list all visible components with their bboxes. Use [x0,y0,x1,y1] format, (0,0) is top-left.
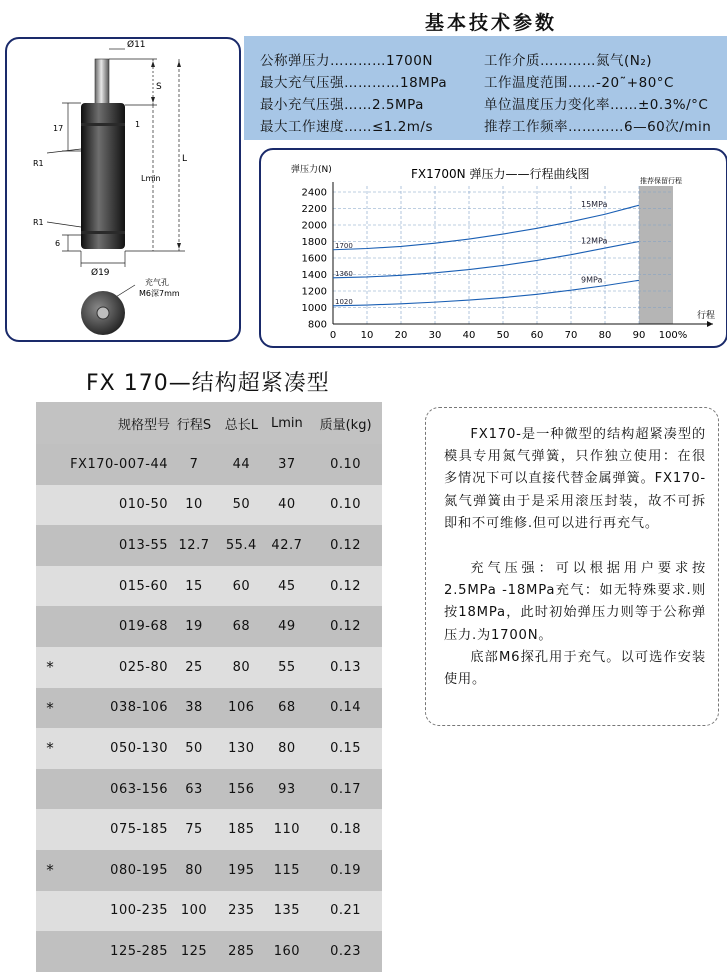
dim-17: 17 [53,124,64,133]
chart-series-name: 12MPa [581,236,608,246]
row-mass: 0.12 [309,606,382,647]
row-star-mark: * [36,728,64,769]
chart-y-tick-label: 1000 [301,303,327,314]
header-blank [36,402,64,444]
dim-r1-bottom: R1 [33,218,44,227]
chart-y-tick-label: 1200 [301,286,327,298]
row-lmin: 135 [265,891,310,932]
series-title: FX 170—结构超紧凑型 [86,371,330,396]
table-row [36,850,382,891]
chart-x-tick-label: 30 [428,330,442,341]
chart-series-name: 9MPa [581,275,603,285]
row-l: 55.4 [218,525,265,566]
row-l: 285 [218,931,265,972]
row-l: 156 [218,769,265,810]
row-star-mark [36,769,64,810]
row-l: 195 [218,850,265,891]
port-label-name: 充气孔 [145,278,169,287]
dim-length: L [182,154,188,164]
row-mass: 0.21 [309,891,382,932]
table-header-row [36,402,382,444]
table-row [36,606,382,647]
chart-x-tick-label: 100% [658,330,688,341]
chart-ylabel: 弹压力(N) [291,165,332,175]
row-lmin: 160 [265,931,310,972]
chart-panel [259,148,727,348]
table-row [36,525,382,566]
chart-y-tick-label: 2200 [301,204,327,215]
row-lmin: 45 [265,566,310,607]
row-s: 125 [170,931,218,972]
header-lmin: Lmin [265,402,310,444]
drawing-panel [5,37,241,342]
chart-y-tick-label: 2400 [301,187,327,199]
row-model: 125-285 [64,931,170,972]
row-l: 68 [218,606,265,647]
row-lmin: 42.7 [265,525,310,566]
chart-x-tick-label: 60 [530,330,544,341]
chart-zone-label: 推荐保留行程 [640,177,682,185]
row-mass: 0.12 [309,525,382,566]
row-mass: 0.10 [309,444,382,485]
row-s: 10 [170,485,218,526]
row-star-mark [36,809,64,850]
row-l: 235 [218,891,265,932]
row-mass: 0.19 [309,850,382,891]
row-lmin: 115 [265,850,310,891]
spec-max-speed: 最大工作速度……≤1.2m/s [260,119,434,135]
dim-lmin: Lmin [141,174,161,183]
spec-nominal-force: 公称弹压力…………1700N [260,53,433,69]
table-row [36,809,382,850]
row-lmin: 49 [265,606,310,647]
row-lmin: 110 [265,809,310,850]
row-star-mark [36,444,64,485]
row-star-mark: * [36,850,64,891]
chart-y-tick-label: 800 [307,319,327,331]
chart-title: FX1700N 弹压力——行程曲线图 [411,167,590,181]
spec-panel [244,36,727,140]
row-l: 60 [218,566,265,607]
row-star-mark: * [36,647,64,688]
row-lmin: 55 [265,647,310,688]
row-model: 015-60 [64,566,170,607]
row-lmin: 93 [265,769,310,810]
row-model: 100-235 [64,891,170,932]
row-mass: 0.17 [309,769,382,810]
row-s: 12.7 [170,525,218,566]
row-s: 75 [170,809,218,850]
header-mass: 质量(kg) [309,402,382,444]
description-port: 底部M6探孔用于充气。以可选作安装使用。 [444,650,706,688]
row-mass: 0.10 [309,485,382,526]
description-pressure: 充气压强：可以根据用户要求按2.5MPa -18MPa充气：如无特殊要求.则按18MPa，此时初始弹压力则等于公称弹压力.为1700N。 [444,561,706,643]
row-lmin: 68 [265,688,310,729]
row-s: 19 [170,606,218,647]
header-stroke: 行程S [170,402,218,444]
spec-frequency: 推荐工作频率…………6—60次/min [484,119,712,135]
dim-stroke: S [156,82,162,92]
chart-series-name: 15MPa [581,200,608,210]
chart-x-tick-label: 20 [394,330,408,341]
row-star-mark [36,891,64,932]
table-row [36,891,382,932]
table-row [36,444,382,485]
row-mass: 0.15 [309,728,382,769]
row-mass: 0.18 [309,809,382,850]
dim-1: 1 [135,120,141,129]
row-lmin: 80 [265,728,310,769]
row-model: 063-156 [64,769,170,810]
chart-series-start-label: 1020 [335,297,353,306]
row-mass: 0.12 [309,566,382,607]
table-row [36,566,382,607]
row-s: 50 [170,728,218,769]
chart-x-tick-label: 80 [598,330,612,341]
row-model: 075-185 [64,809,170,850]
row-l: 50 [218,485,265,526]
row-s: 63 [170,769,218,810]
row-model: FX170-007-44 [64,444,170,485]
spec-max-pressure: 最大充气压强…………18MPa [260,75,448,91]
description-box [425,407,719,726]
row-star-mark [36,931,64,972]
row-model: 038-106 [64,688,170,729]
chart-x-tick-label: 10 [360,330,374,341]
row-model: 080-195 [64,850,170,891]
row-model: 050-130 [64,728,170,769]
dim-rod-diameter: Ø11 [127,40,146,50]
spec-medium: 工作介质…………氮气(N₂) [484,53,653,69]
row-model: 010-50 [64,485,170,526]
chart-x-tick-label: 50 [496,330,510,341]
table-row [36,485,382,526]
force-stroke-chart [261,150,726,346]
table-row [36,647,382,688]
dim-6: 6 [55,239,61,248]
row-mass: 0.14 [309,688,382,729]
row-model: 025-80 [64,647,170,688]
spec-title: 基本技术参数 [425,12,558,34]
chart-xlabel: 行程 [697,311,716,321]
table-row [36,728,382,769]
table-row [36,931,382,972]
chart-y-tick-label: 2000 [301,220,327,232]
row-l: 80 [218,647,265,688]
chart-x-tick-label: 90 [632,330,646,341]
spec-temp-range: 工作温度范围……-20˜+80°C [484,75,674,91]
row-star-mark [36,566,64,607]
row-l: 44 [218,444,265,485]
row-s: 80 [170,850,218,891]
chart-y-tick-label: 1400 [301,270,327,281]
spec-min-pressure: 最小充气压强……2.5MPa [260,97,424,113]
header-length: 总长L [218,402,265,444]
chart-y-tick-label: 1800 [301,237,327,248]
row-model: 013-55 [64,525,170,566]
spec-temp-coeff: 单位温度压力变化率……±0.3%/°C [484,97,709,113]
port-label-spec: M6深7mm [139,289,180,298]
row-star-mark: * [36,688,64,729]
chart-x-tick-label: 40 [462,330,476,341]
dim-r1-top: R1 [33,159,44,168]
description-intro: FX170-是一种微型的结构超紧凑型的模具专用氮气弹簧，只作独立使用：在很多情况下可以直接代替金属弹簧。FX170-氮气弹簧由于是采用滚压封装，故不可拆即和不可维修.但可以进行再充气。 [444,427,706,531]
chart-series-start-label: 1360 [335,269,353,278]
row-s: 38 [170,688,218,729]
row-lmin: 40 [265,485,310,526]
model-table [36,402,382,972]
row-l: 130 [218,728,265,769]
table-row [36,688,382,729]
row-star-mark [36,525,64,566]
row-l: 106 [218,688,265,729]
chart-reserved-zone [639,186,673,324]
row-model: 019-68 [64,606,170,647]
header-model: 规格型号 [64,402,170,444]
row-mass: 0.13 [309,647,382,688]
row-s: 15 [170,566,218,607]
chart-series-start-label: 1700 [335,241,353,250]
row-s: 100 [170,891,218,932]
row-s: 25 [170,647,218,688]
chart-series-line [333,242,639,278]
chart-x-arrow [707,321,713,327]
row-s: 7 [170,444,218,485]
row-star-mark [36,606,64,647]
row-mass: 0.23 [309,931,382,972]
row-lmin: 37 [265,444,310,485]
row-star-mark [36,485,64,526]
dim-body-diameter: Ø19 [91,268,110,278]
chart-x-tick-label: 0 [329,330,337,341]
chart-y-tick-label: 1600 [301,253,327,265]
row-l: 185 [218,809,265,850]
chart-x-tick-label: 70 [564,330,578,341]
gas-spring-drawing [7,39,239,340]
table-row [36,769,382,810]
